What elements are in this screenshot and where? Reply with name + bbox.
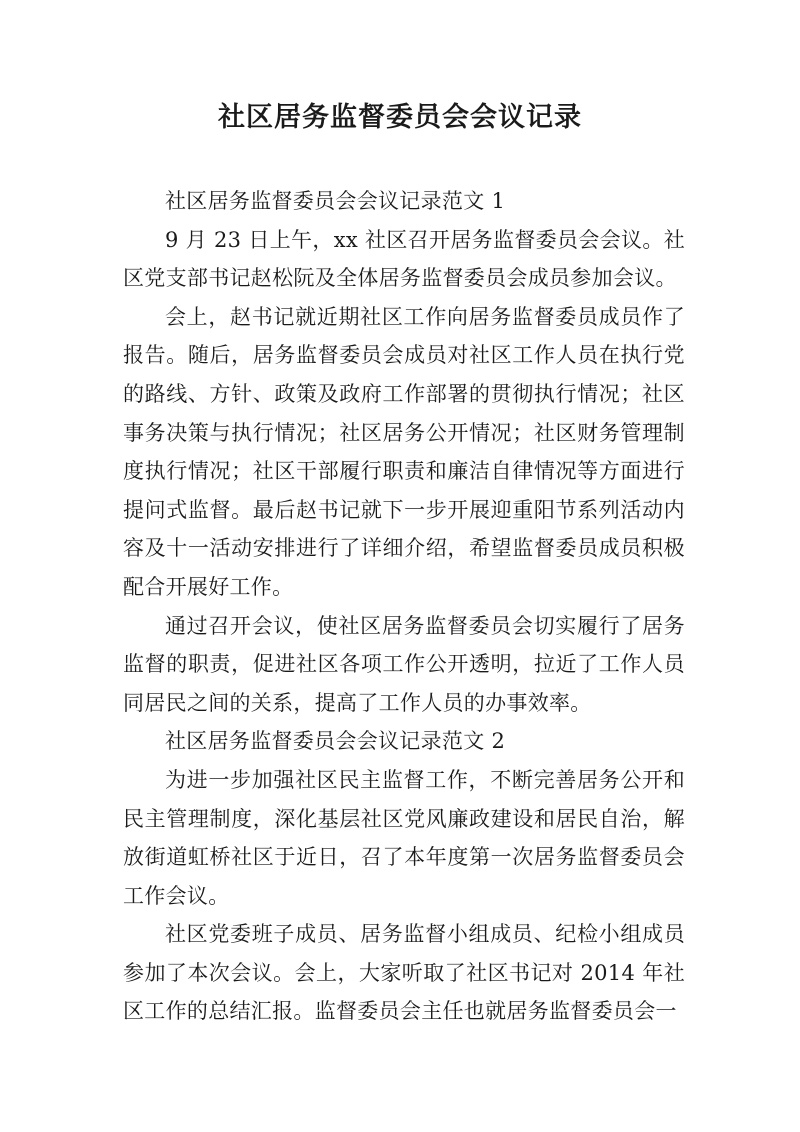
document-body [123,182,685,1031]
paragraph: 为进一步加强社区民主监督工作，不断完善居务公开和民主管理制度，深化基层社区党风廉政建设和居民自治，解放街道虹桥社区于近日，召了本年度第一次居务监督委员会工作会议。 [123,767,685,908]
paragraph: 会上，赵书记就近期社区工作向居务监督委员成员作了报告。随后，居务监督委员会成员对社区工作人员在执行党的路线、方针、政策及政府工作部署的贯彻执行情况；社区事务决策与执行情况；社区居务公开情况；社区财务管理制度执行情况；社区干部履行职责和廉洁自律情况等方面进行提问式监督。最后赵书记就下一步开展迎重阳节系列活动内容及十一活动安排进行了详细介绍，希望监督委员成员积极配合开展好工作。 [123,304,685,599]
document-title: 社区居务监督委员会会议记录 [218,102,582,133]
paragraph: 9 月 23 日上午，xx 社区召开居务监督委员会会议。社区党支部书记赵松阮及全体居务监督委员会成员参加会议。 [123,227,685,291]
paragraph: 通过召开会议，使社区居务监督委员会切实履行了居务监督的职责，促进社区各项工作公开透明，拉近了工作人员同居民之间的关系，提高了工作人员的办事效率。 [123,613,685,715]
section-heading-1: 社区居务监督委员会会议记录范文 1 [165,189,506,213]
section-heading-2: 社区居务监督委员会会议记录范文 2 [165,729,506,754]
paragraph: 社区党委班子成员、居务监督小组成员、纪检小组成员参加了本次会议。会上，大家听取了社区书记对 2014 年社区工作的总结汇报。监督委员会主任也就居务监督委员会一 [123,922,685,1024]
